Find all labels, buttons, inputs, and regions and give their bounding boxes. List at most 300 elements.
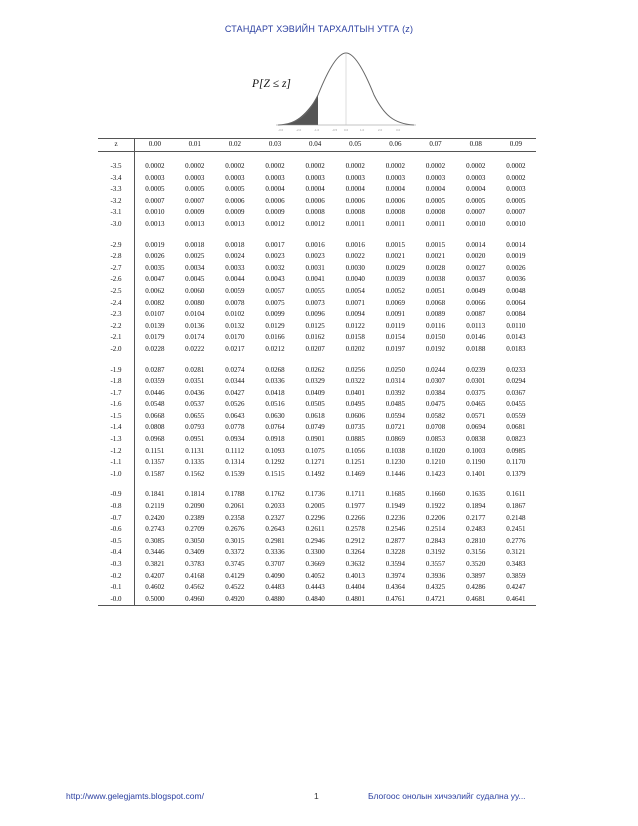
group-spacer	[98, 356, 536, 365]
probability-cell: 0.0002	[345, 162, 365, 170]
probability-cell: 0.2358	[225, 513, 245, 522]
probability-cell: 0.0014	[466, 240, 486, 249]
probability-cell: 0.3336	[265, 548, 285, 557]
probability-cell: 0.0537	[185, 400, 205, 409]
probability-cell: 0.3483	[506, 560, 526, 568]
probability-cell: 0.4443	[305, 583, 325, 592]
probability-cell: 0.0885	[345, 435, 365, 444]
footer-url-link[interactable]: http://www.gelegjamts.blogspot.com/	[66, 791, 204, 801]
table-row	[98, 321, 536, 333]
probability-cell: 0.1736	[305, 490, 325, 499]
probability-cell: 0.0113	[466, 321, 486, 330]
table-row	[98, 411, 536, 423]
probability-cell: 0.4286	[466, 583, 486, 592]
probability-cell: 0.0010	[145, 208, 165, 217]
probability-cell: 0.4880	[255, 594, 295, 606]
probability-cell: 0.0038	[425, 275, 446, 284]
z-value-cell: -2.4	[98, 298, 135, 310]
probability-cell: 0.0003	[506, 185, 526, 194]
probability-cell: 0.4483	[265, 583, 285, 592]
column-header: 0.04	[295, 139, 335, 152]
probability-cell: 0.0143	[506, 333, 526, 342]
probability-cell: 0.0008	[305, 208, 325, 217]
probability-cell: 0.0708	[425, 423, 446, 432]
probability-cell: 0.3264	[345, 548, 365, 557]
probability-cell: 0.0322	[345, 377, 365, 386]
probability-cell: 0.0010	[506, 219, 526, 228]
probability-cell: 0.0721	[385, 423, 406, 432]
probability-cell: 0.0465	[466, 400, 486, 409]
svg-text:-1.0: -1.0	[314, 128, 320, 132]
probability-cell: 0.0002	[425, 162, 446, 170]
probability-cell: 0.0008	[425, 208, 446, 217]
table-row	[98, 469, 536, 481]
probability-cell: 0.0016	[345, 240, 365, 249]
z-value-cell: -2.0	[98, 344, 135, 356]
table-row	[98, 501, 536, 513]
probability-cell: 0.4325	[425, 583, 446, 592]
z-value-cell: -1.1	[98, 457, 135, 469]
z-value-cell: -1.2	[98, 446, 135, 458]
probability-cell: 0.0808	[145, 423, 165, 432]
probability-cell: 0.3594	[385, 560, 406, 568]
probability-cell: 0.0029	[385, 263, 406, 272]
probability-cell: 0.2061	[225, 502, 245, 511]
probability-cell: 0.0068	[425, 298, 446, 307]
probability-cell: 0.1038	[385, 446, 406, 455]
probability-cell: 0.1314	[225, 458, 245, 467]
probability-cell: 0.0174	[185, 333, 205, 342]
probability-cell: 0.0222	[185, 344, 205, 353]
group-spacer	[98, 231, 536, 240]
probability-cell: 0.2643	[265, 525, 285, 534]
probability-cell: 0.1170	[506, 458, 526, 467]
table-row	[98, 365, 536, 377]
probability-cell: 0.1814	[185, 490, 205, 499]
probability-cell: 0.0013	[145, 219, 165, 228]
probability-cell: 0.0212	[265, 344, 285, 353]
probability-cell: 0.0002	[145, 162, 165, 170]
probability-cell: 0.0006	[345, 196, 365, 205]
z-value-cell: -0.4	[98, 547, 135, 559]
probability-cell: 0.0003	[305, 173, 325, 182]
z-value-cell: -1.8	[98, 376, 135, 388]
probability-cell: 0.0012	[305, 219, 325, 228]
probability-cell: 0.0049	[466, 286, 486, 295]
probability-cell: 0.0359	[145, 377, 165, 386]
probability-cell: 0.0012	[265, 219, 285, 228]
probability-cell: 0.3557	[425, 560, 446, 568]
probability-cell: 0.0668	[145, 411, 165, 420]
probability-cell: 0.0003	[466, 173, 486, 182]
column-header: 0.03	[255, 139, 295, 152]
probability-cell: 0.0008	[385, 208, 406, 217]
probability-cell: 0.0154	[385, 333, 406, 342]
probability-cell: 0.0485	[385, 400, 406, 409]
group-spacer	[98, 480, 536, 489]
probability-cell: 0.4013	[345, 571, 365, 580]
probability-cell: 0.0066	[466, 298, 486, 307]
probability-cell: 0.0571	[466, 411, 486, 420]
probability-cell: 0.0207	[305, 344, 325, 353]
probability-cell: 0.2389	[185, 513, 205, 522]
z-value-cell: -3.1	[98, 207, 135, 219]
probability-cell: 0.0985	[506, 446, 526, 455]
probability-cell: 0.0003	[265, 173, 285, 182]
probability-cell: 0.0287	[145, 365, 165, 374]
probability-cell: 0.1469	[345, 469, 365, 478]
probability-cell: 0.0166	[265, 333, 285, 342]
probability-cell: 0.3783	[185, 560, 205, 568]
probability-cell: 0.1151	[145, 446, 165, 455]
probability-cell: 0.0150	[425, 333, 446, 342]
probability-cell: 0.0040	[345, 275, 365, 284]
probability-cell: 0.1446	[385, 469, 406, 478]
probability-cell: 0.0041	[305, 275, 325, 284]
spacer-cell	[135, 480, 537, 489]
spacer-cell	[135, 231, 537, 240]
probability-cell: 0.2514	[425, 525, 446, 534]
probability-cell: 0.1423	[425, 469, 446, 478]
probability-cell: 0.0139	[145, 321, 165, 330]
table-header-row	[98, 139, 536, 152]
probability-cell: 0.0158	[345, 333, 365, 342]
probability-cell: 0.0006	[265, 196, 285, 205]
probability-cell: 0.0427	[225, 388, 245, 397]
probability-cell: 0.0059	[225, 286, 245, 295]
probability-cell: 0.0034	[185, 263, 205, 272]
probability-cell: 0.2206	[425, 513, 446, 522]
probability-cell: 0.2420	[145, 513, 165, 522]
probability-cell: 0.2810	[466, 536, 486, 545]
probability-cell: 0.2483	[466, 525, 486, 534]
probability-cell: 0.0233	[506, 365, 526, 374]
probability-cell: 0.0129	[265, 321, 285, 330]
probability-cell: 0.0078	[225, 298, 245, 307]
probability-cell: 0.0968	[145, 435, 165, 444]
table-row	[98, 251, 536, 263]
z-value-cell: -3.2	[98, 196, 135, 208]
probability-cell: 0.2119	[145, 502, 165, 511]
probability-cell: 0.2033	[265, 502, 285, 511]
column-header: 0.00	[135, 139, 175, 152]
probability-cell: 0.0110	[506, 321, 526, 330]
probability-cell: 0.0020	[466, 252, 486, 261]
probability-cell: 0.0643	[225, 411, 245, 420]
table-row	[98, 184, 536, 196]
probability-cell: 0.0007	[506, 208, 526, 217]
probability-cell: 0.0023	[265, 252, 285, 261]
probability-cell: 0.0033	[225, 263, 245, 272]
probability-cell: 0.2090	[185, 502, 205, 511]
table-row	[98, 571, 536, 583]
probability-cell: 0.0026	[506, 263, 526, 272]
table-row	[98, 434, 536, 446]
probability-cell: 0.0011	[345, 219, 365, 228]
table-row	[98, 173, 536, 185]
probability-cell: 0.4404	[345, 583, 365, 592]
probability-cell: 0.0005	[225, 185, 245, 194]
probability-cell: 0.3632	[345, 560, 365, 568]
probability-cell: 0.0281	[185, 365, 205, 374]
table-row	[98, 298, 536, 310]
probability-formula: P[Z ≤ z]	[252, 78, 291, 90]
probability-cell: 0.0031	[305, 263, 325, 272]
probability-cell: 0.4721	[415, 594, 455, 606]
probability-cell: 0.2843	[425, 536, 446, 545]
probability-cell: 0.1894	[466, 502, 486, 511]
probability-cell: 0.0375	[466, 388, 486, 397]
probability-cell: 0.0013	[185, 219, 205, 228]
table-row	[98, 547, 536, 559]
probability-cell: 0.0009	[265, 208, 285, 217]
table-row	[98, 286, 536, 298]
probability-cell: 0.0548	[145, 400, 165, 409]
probability-cell: 0.0274	[225, 365, 245, 374]
probability-cell: 0.4602	[145, 583, 165, 592]
probability-cell: 0.0107	[145, 310, 165, 319]
probability-cell: 0.0048	[506, 286, 526, 295]
shaded-left-tail	[280, 95, 318, 125]
column-header: 0.07	[415, 139, 455, 152]
probability-cell: 0.1515	[265, 469, 285, 478]
probability-cell: 0.0026	[145, 252, 165, 261]
spacer-cell	[98, 480, 135, 489]
probability-cell: 0.0307	[425, 377, 446, 386]
z-value-cell: -1.7	[98, 388, 135, 400]
probability-cell: 0.0202	[345, 344, 365, 353]
probability-cell: 0.0655	[185, 411, 205, 420]
probability-cell: 0.0032	[265, 263, 285, 272]
z-value-cell: -1.5	[98, 411, 135, 423]
column-header: 0.09	[496, 139, 536, 152]
probability-cell: 0.0039	[385, 275, 406, 284]
z-value-cell: -0.5	[98, 536, 135, 548]
probability-cell: 0.3015	[225, 536, 245, 545]
probability-cell: 0.0136	[185, 321, 205, 330]
probability-cell: 0.3821	[145, 560, 165, 568]
probability-cell: 0.0084	[506, 310, 526, 319]
probability-cell: 0.1075	[305, 446, 325, 455]
probability-cell: 0.2177	[466, 513, 486, 522]
probability-cell: 0.4960	[175, 594, 215, 606]
probability-cell: 0.0250	[385, 365, 406, 374]
probability-cell: 0.0314	[385, 377, 406, 386]
probability-cell: 0.0367	[506, 388, 526, 397]
table-row	[98, 196, 536, 208]
probability-cell: 0.2611	[305, 525, 325, 534]
z-value-cell: -3.3	[98, 184, 135, 196]
z-value-cell: -0.6	[98, 524, 135, 536]
probability-cell: 0.0009	[225, 208, 245, 217]
probability-cell: 0.1210	[425, 458, 446, 467]
probability-cell: 0.0559	[506, 411, 526, 420]
z-value-cell: -1.6	[98, 399, 135, 411]
z-value-cell: -2.1	[98, 332, 135, 344]
probability-cell: 0.0052	[385, 286, 406, 295]
probability-cell: 0.0096	[305, 310, 325, 319]
probability-cell: 0.0071	[345, 298, 365, 307]
z-value-cell: -0.0	[98, 594, 135, 606]
probability-cell: 0.2266	[345, 513, 365, 522]
column-header: 0.01	[175, 139, 215, 152]
probability-cell: 0.0951	[185, 435, 205, 444]
group-spacer	[98, 152, 536, 162]
probability-cell: 0.0918	[265, 435, 285, 444]
z-value-cell: -2.7	[98, 263, 135, 275]
probability-cell: 0.0778	[225, 423, 245, 432]
probability-cell: 0.1271	[305, 458, 325, 467]
probability-cell: 0.1788	[225, 490, 245, 499]
probability-cell: 0.3121	[506, 548, 526, 557]
probability-cell: 0.1762	[265, 490, 285, 499]
table-row	[98, 422, 536, 434]
probability-cell: 0.3085	[145, 536, 165, 545]
probability-cell: 0.0217	[225, 344, 245, 353]
probability-cell: 0.4129	[225, 571, 245, 580]
probability-cell: 0.0122	[345, 321, 365, 330]
spacer-cell	[98, 231, 135, 240]
probability-cell: 0.4522	[225, 583, 245, 592]
probability-cell: 0.0934	[225, 435, 245, 444]
probability-cell: 0.0125	[305, 321, 325, 330]
probability-cell: 0.1003	[466, 446, 486, 455]
probability-cell: 0.0901	[305, 435, 325, 444]
probability-cell: 0.1492	[305, 469, 325, 478]
probability-cell: 0.3050	[185, 536, 205, 545]
probability-cell: 0.0409	[305, 388, 325, 397]
probability-cell: 0.0019	[506, 252, 526, 261]
probability-cell: 0.0075	[265, 298, 285, 307]
probability-cell: 0.1020	[425, 446, 446, 455]
table-row	[98, 457, 536, 469]
probability-cell: 0.0606	[345, 411, 365, 420]
probability-cell: 0.0007	[185, 196, 205, 205]
probability-cell: 0.0853	[425, 435, 446, 444]
probability-cell: 0.0027	[466, 263, 486, 272]
probability-cell: 0.4641	[496, 594, 536, 606]
z-value-cell: -2.5	[98, 286, 135, 298]
page-number: 1	[314, 791, 319, 801]
probability-cell: 0.0268	[265, 365, 285, 374]
probability-cell: 0.0455	[506, 400, 526, 409]
probability-cell: 0.0002	[466, 162, 486, 170]
z-value-cell: -1.3	[98, 434, 135, 446]
probability-cell: 0.0006	[305, 196, 325, 205]
probability-cell: 0.1587	[145, 469, 165, 478]
probability-cell: 0.2296	[305, 513, 325, 522]
probability-cell: 0.0043	[265, 275, 285, 284]
probability-cell: 0.0003	[145, 173, 165, 182]
table-row	[98, 161, 536, 173]
probability-cell: 0.0228	[145, 344, 165, 353]
probability-cell: 0.0005	[185, 185, 205, 194]
probability-cell: 0.2148	[506, 513, 526, 522]
spacer-cell	[98, 356, 135, 365]
normal-curve-figure	[268, 45, 418, 135]
probability-cell: 0.3409	[185, 548, 205, 557]
page-title: СТАНДАРТ ХЭВИЙН ТАРХАЛТЫН УТГА (z)	[224, 24, 414, 34]
probability-cell: 0.2946	[305, 536, 325, 545]
probability-cell: 0.3192	[425, 548, 446, 557]
probability-cell: 0.0735	[345, 423, 365, 432]
z-value-cell: -1.9	[98, 365, 135, 377]
probability-cell: 0.3745	[225, 560, 245, 568]
probability-cell: 0.4562	[185, 583, 205, 592]
z-value-cell: -0.3	[98, 559, 135, 571]
probability-cell: 0.5000	[135, 594, 175, 606]
probability-cell: 0.0475	[425, 400, 446, 409]
probability-cell: 0.1611	[506, 490, 526, 499]
table-row	[98, 559, 536, 571]
probability-cell: 0.2578	[345, 525, 365, 534]
probability-cell: 0.0080	[185, 298, 205, 307]
probability-cell: 0.0002	[185, 162, 205, 170]
probability-cell: 0.0262	[305, 365, 325, 374]
probability-cell: 0.0051	[425, 286, 446, 295]
probability-cell: 0.0082	[145, 298, 165, 307]
probability-cell: 0.0823	[506, 435, 526, 444]
probability-cell: 0.0244	[425, 365, 446, 374]
probability-cell: 0.0132	[225, 321, 245, 330]
probability-cell: 0.3372	[225, 548, 245, 557]
probability-cell: 0.0024	[225, 252, 245, 261]
probability-cell: 0.0188	[466, 344, 486, 353]
z-value-cell: -0.9	[98, 489, 135, 501]
probability-cell: 0.0091	[385, 310, 406, 319]
probability-cell: 0.1335	[185, 458, 205, 467]
probability-cell: 0.0015	[425, 240, 446, 249]
probability-cell: 0.0044	[225, 275, 245, 284]
probability-cell: 0.0838	[466, 435, 486, 444]
probability-cell: 0.1841	[145, 490, 165, 499]
probability-cell: 0.4761	[375, 594, 415, 606]
probability-cell: 0.0035	[145, 263, 165, 272]
probability-cell: 0.1922	[425, 502, 446, 511]
probability-cell: 0.3228	[385, 548, 406, 557]
probability-cell: 0.0170	[225, 333, 245, 342]
column-header: 0.05	[335, 139, 375, 152]
table-row	[98, 594, 536, 606]
probability-cell: 0.0294	[506, 377, 526, 386]
table-row	[98, 399, 536, 411]
probability-cell: 0.1112	[225, 446, 245, 455]
probability-cell: 0.4207	[145, 571, 165, 580]
probability-cell: 0.3707	[265, 560, 285, 568]
probability-cell: 0.1093	[265, 446, 285, 455]
probability-cell: 0.0002	[506, 162, 526, 170]
probability-cell: 0.0057	[265, 286, 285, 295]
probability-cell: 0.3974	[385, 571, 406, 580]
probability-cell: 0.0002	[225, 162, 245, 170]
probability-cell: 0.0019	[145, 240, 165, 249]
probability-cell: 0.0401	[345, 388, 365, 397]
probability-cell: 0.0004	[385, 185, 406, 194]
probability-cell: 0.0006	[385, 196, 406, 205]
probability-cell: 0.0062	[145, 286, 165, 295]
probability-cell: 0.0010	[466, 219, 486, 228]
probability-cell: 0.0116	[426, 321, 446, 330]
probability-cell: 0.0681	[506, 423, 526, 432]
probability-cell: 0.0179	[145, 333, 165, 342]
probability-cell: 0.2005	[305, 502, 325, 511]
spacer-cell	[135, 356, 537, 365]
probability-cell: 0.4247	[506, 583, 526, 592]
probability-cell: 0.0003	[345, 173, 365, 182]
probability-cell: 0.0017	[265, 240, 285, 249]
svg-text:0.0: 0.0	[344, 128, 349, 132]
probability-cell: 0.0022	[345, 252, 365, 261]
